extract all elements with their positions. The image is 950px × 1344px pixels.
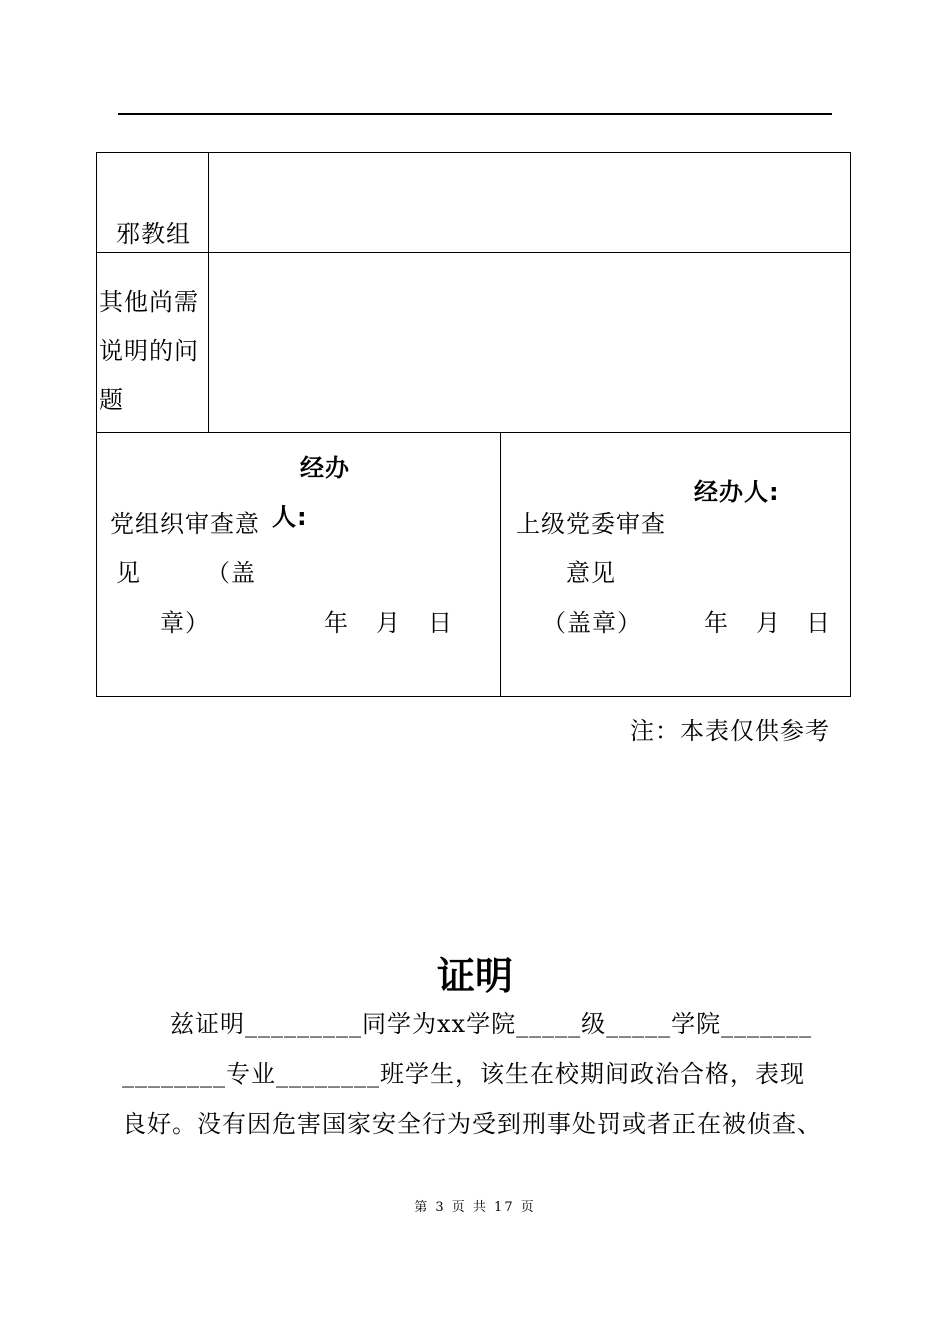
table-border-left	[96, 152, 97, 697]
right-date-month: 月	[756, 609, 781, 637]
left-date-month: 月	[376, 609, 401, 637]
right-seal-label: （盖章）	[542, 609, 642, 637]
certificate-title: 证明	[436, 954, 513, 998]
certificate-line-2: ________专业________班学生，该生在校期间政治合格，表现	[122, 1060, 805, 1088]
certificate-line-1: 兹证明_________同学为xx学院_____级_____学院_______	[170, 1010, 813, 1038]
left-handler-label-2: 人:	[272, 503, 308, 531]
left-review-label-1: 党组织审查意	[110, 510, 260, 538]
header-rule	[118, 113, 832, 115]
right-review-label-1: 上级党委审查	[516, 510, 666, 538]
right-date-day: 日	[806, 609, 831, 637]
table-border-row2	[96, 432, 851, 433]
left-review-label-2a: 见	[116, 559, 141, 587]
left-review-label-2b: （盖	[206, 559, 256, 587]
left-review-label-3: 章）	[160, 609, 210, 637]
row-label-cult: 邪教组	[116, 220, 191, 248]
table-divider-label	[208, 152, 209, 432]
row-label-other-line2: 说明的问	[99, 337, 199, 365]
certificate-line-3: 良好。没有因危害国家安全行为受到刑事处罚或者正在被侦查、	[122, 1110, 822, 1138]
table-divider-middle	[500, 432, 501, 696]
table-note: 注：本表仅供参考	[630, 717, 830, 745]
right-review-label-2: 意见	[566, 559, 616, 587]
table-border-right	[850, 152, 851, 697]
right-date-year: 年	[704, 609, 729, 637]
table-border-bottom	[96, 696, 851, 697]
left-date-year: 年	[324, 609, 349, 637]
page-footer: 第 3 页 共 17 页	[414, 1200, 536, 1215]
right-handler-label: 经办人:	[694, 478, 780, 506]
table-border-top	[96, 152, 851, 153]
left-handler-label-1: 经办	[300, 454, 350, 482]
left-date-day: 日	[428, 609, 453, 637]
row-label-other-line3: 题	[99, 386, 124, 414]
table-border-row1	[96, 252, 851, 253]
row-label-other-line1: 其他尚需	[99, 288, 199, 316]
